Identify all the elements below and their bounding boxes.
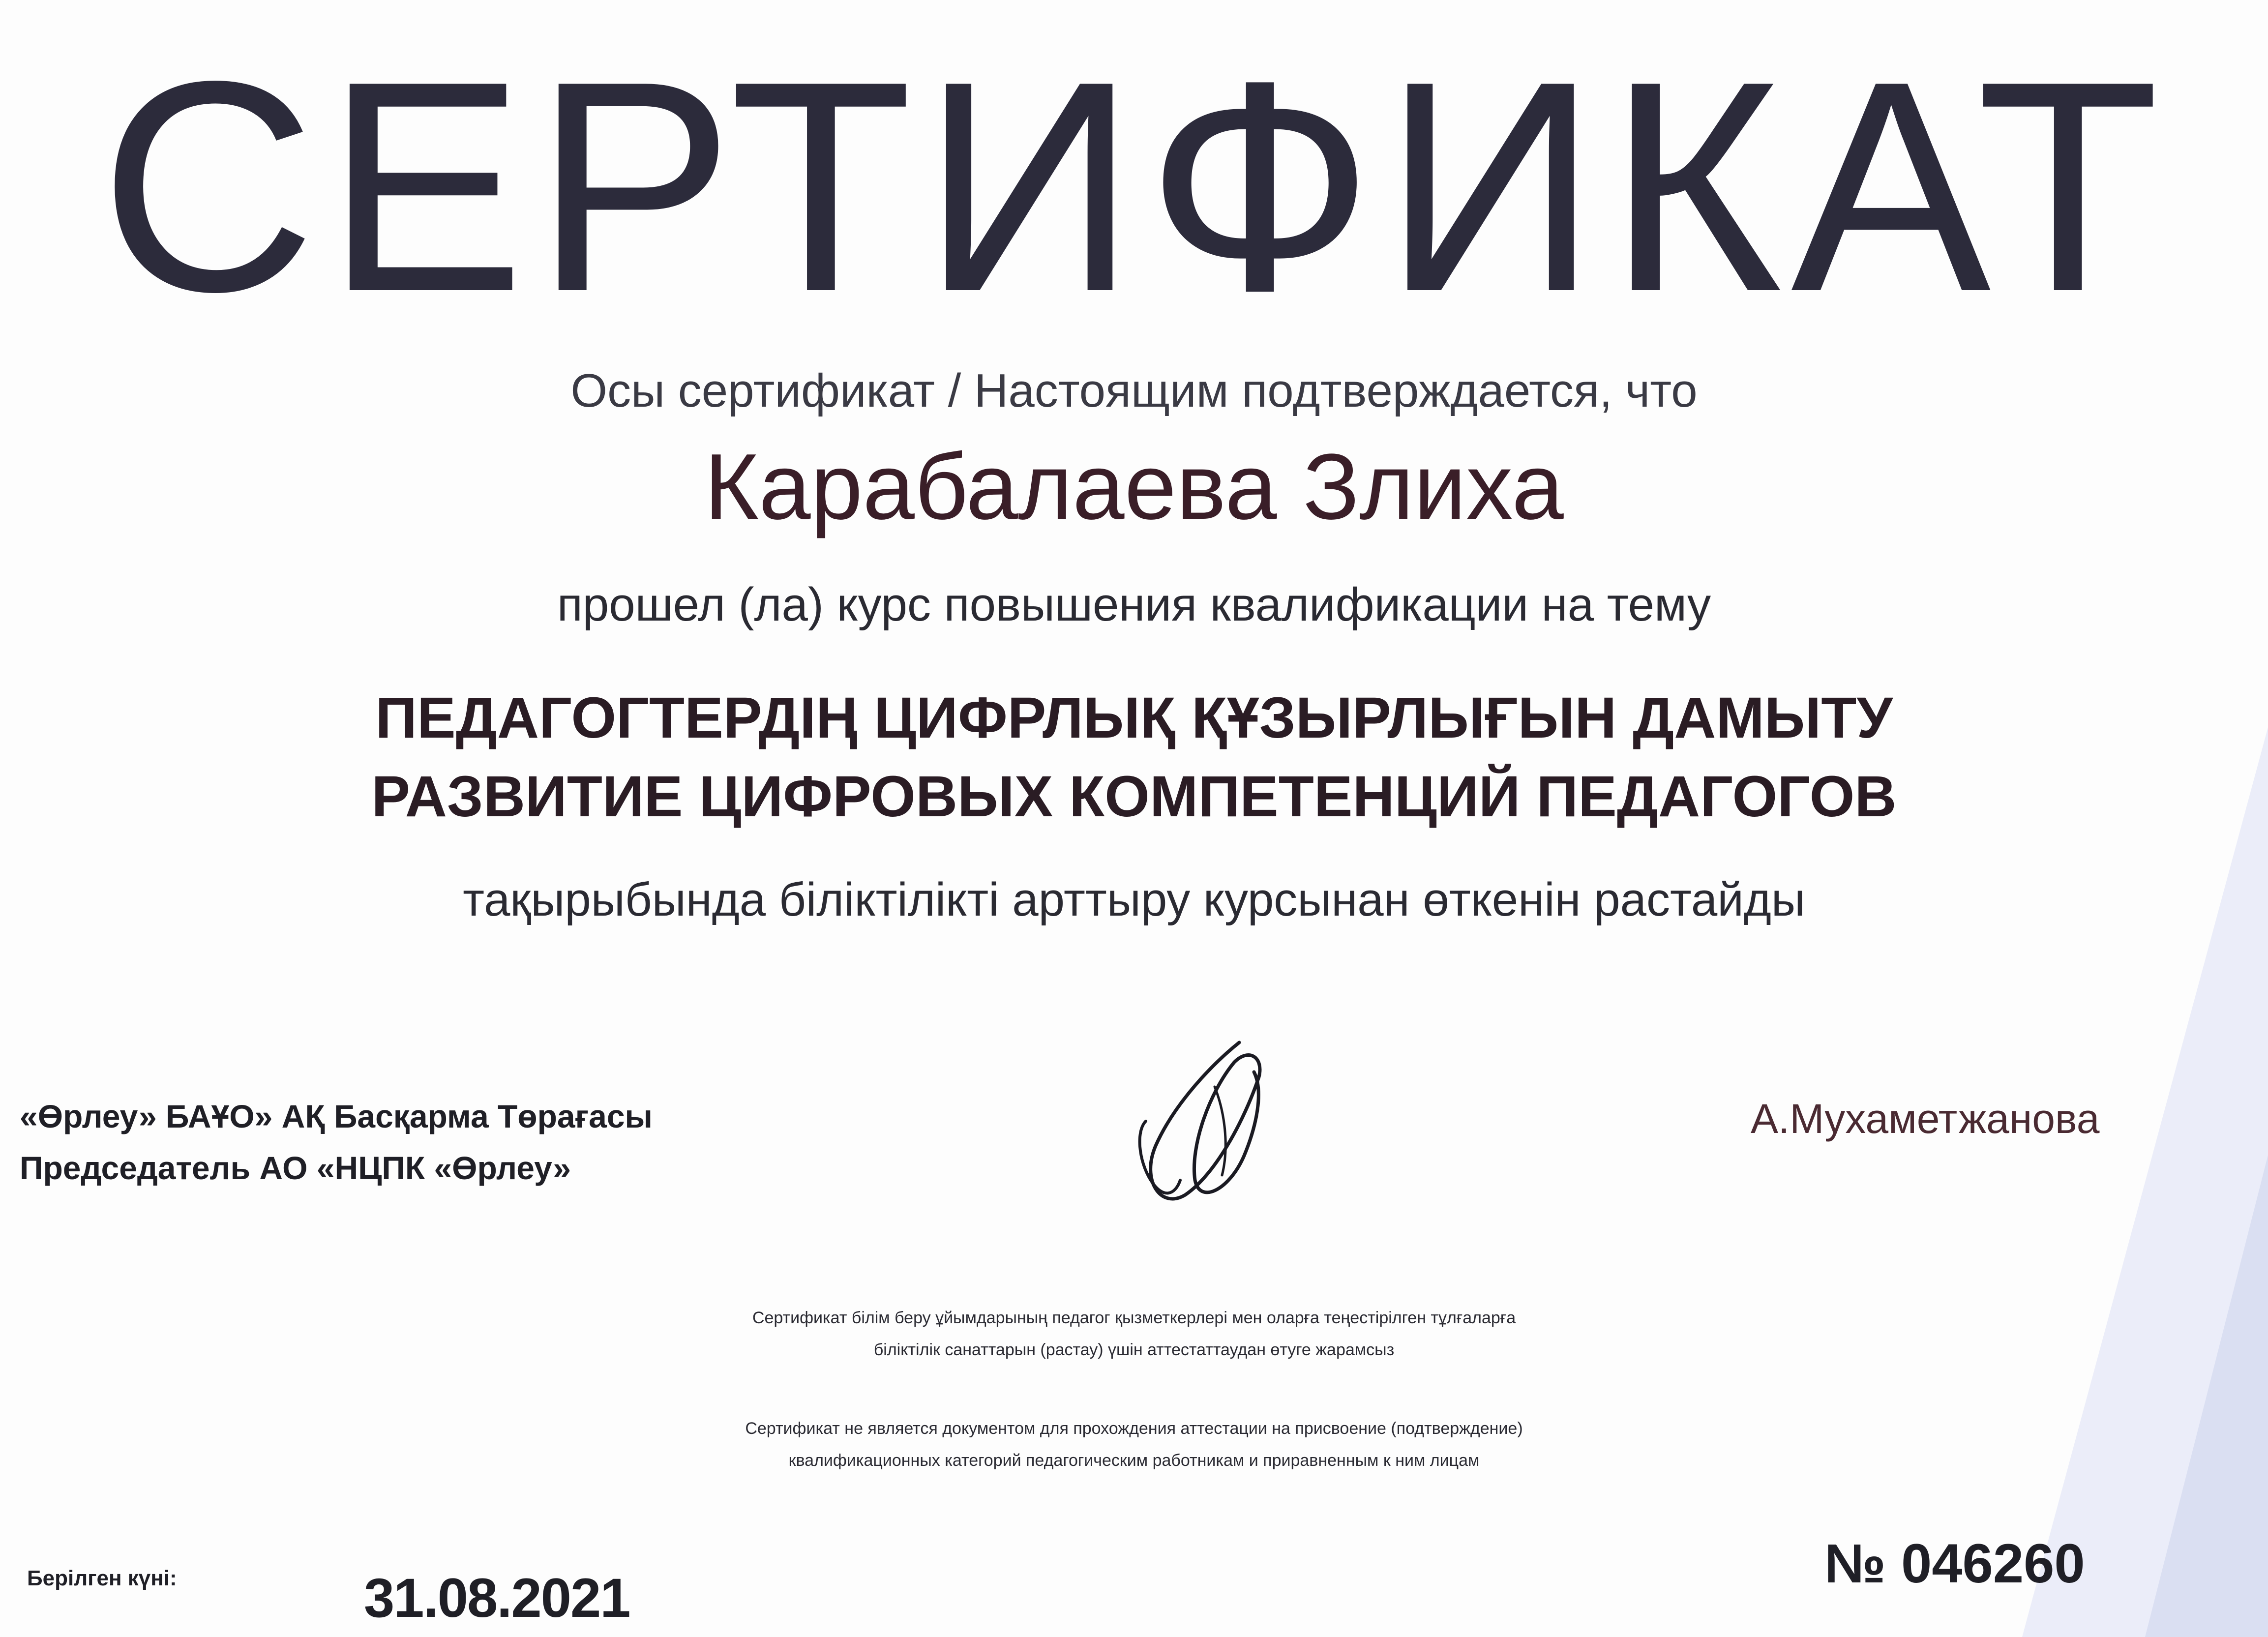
certificate-number: № 046260	[1824, 1533, 2085, 1594]
issued-date-label: Берілген күні:	[27, 1566, 177, 1590]
course-description: прошел (ла) курс повышения квалификации на тему	[557, 578, 1711, 631]
recipient-name: Карабалаева Злиха	[704, 435, 1564, 539]
disclaimer-kz-line2: біліктілік санаттарын (растау) үшін аттестаттаудан өтуге жарамсыз	[873, 1340, 1395, 1359]
course-topic-ru: РАЗВИТИЕ ЦИФРОВЫХ КОМПЕТЕНЦИЙ ПЕДАГОГОВ	[371, 764, 1897, 829]
issued-date-value: 31.08.2021	[364, 1567, 630, 1629]
signatory-role-kz: «Өрлеу» БАҰО» АҚ Басқарма Төрағасы	[20, 1098, 653, 1134]
corner-decoration-inner	[2145, 1155, 2268, 1637]
disclaimer-ru-line1: Сертификат не является документом для прохождения аттестации на присвоение (подтверждение)	[745, 1419, 1523, 1438]
certificate-title: СЕРТИФИКАТ	[99, 19, 2169, 354]
signatory-role-ru: Председатель АО «НЦПК «Өрлеу»	[20, 1150, 571, 1186]
signatory-name: А.Мухаметжанова	[1751, 1096, 2100, 1142]
disclaimer-kz-line1: Сертификат білім беру ұйымдарының педагог қызметкерлері мен оларға теңестірілген тұлғаларға	[752, 1309, 1516, 1327]
signature-mark	[1116, 1033, 1303, 1220]
course-topic-kz: ПЕДАГОГТЕРДІҢ ЦИФРЛЫҚ ҚҰЗЫРЛЫҒЫН ДАМЫТУ	[375, 685, 1893, 750]
disclaimer-ru-line2: квалификационных категорий педагогическим работникам и приравненным к ним лицам	[788, 1451, 1480, 1470]
confirmation-text: тақырыбында біліктілікті арттыру курсынан өткенін растайды	[463, 873, 1805, 926]
intro-text: Осы сертификат / Настоящим подтверждается, что	[570, 364, 1698, 417]
